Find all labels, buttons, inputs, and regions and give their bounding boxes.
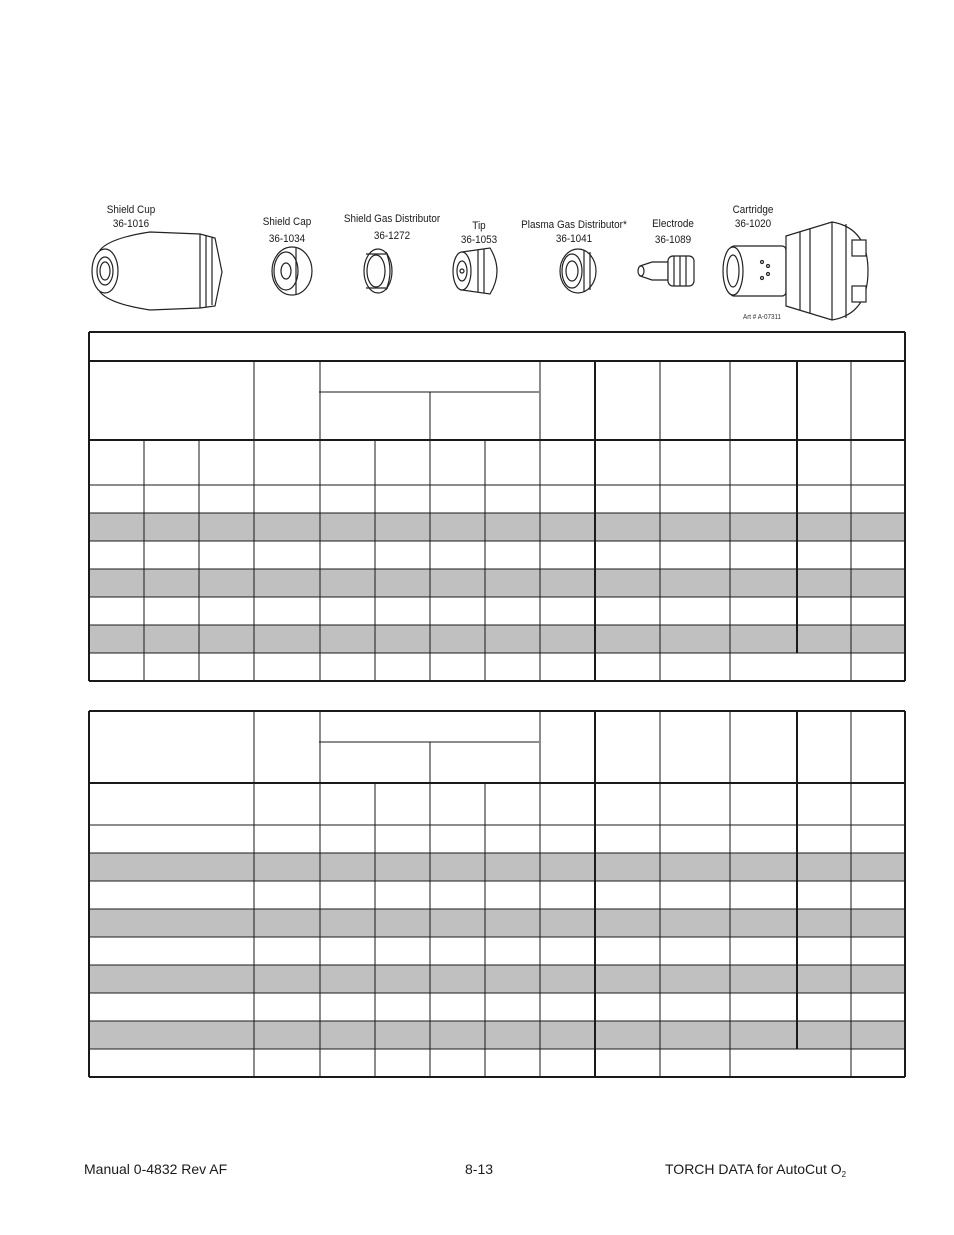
part-name: Electrode — [652, 218, 694, 230]
part-label-tip — [452, 219, 506, 247]
part-name: Tip — [472, 220, 486, 232]
table-row-shaded — [88, 513, 905, 541]
part-name: Cartridge — [732, 204, 774, 216]
part-name: Shield Gas Distributor — [343, 213, 441, 225]
art-number: Art # A-07311 — [743, 314, 782, 321]
table-row-shaded — [88, 1021, 905, 1049]
part-name: Shield Cup — [106, 204, 156, 216]
part-number: 36-1041 — [555, 233, 593, 245]
table-2-grid — [88, 710, 906, 1080]
part-number: 36-1020 — [734, 218, 772, 230]
shield-cup-drawing — [92, 232, 222, 310]
part-label-plasma-gas-distributor — [516, 218, 631, 246]
part-number: 36-1272 — [373, 230, 411, 242]
part-number: 36-1034 — [268, 233, 306, 245]
part-label-shield-cap — [255, 215, 320, 246]
table-1-grid — [88, 331, 906, 683]
electrode-drawing — [638, 256, 694, 286]
plasma-gas-distributor-drawing — [560, 249, 596, 293]
shield-cap-drawing — [272, 247, 312, 295]
cut-chart-table-1 — [88, 331, 906, 683]
table-row-shaded — [88, 909, 905, 937]
footer-section-title — [665, 1161, 846, 1179]
part-label-electrode — [646, 217, 700, 247]
part-label-shield-gas-distributor — [334, 212, 449, 243]
part-number: 36-1053 — [460, 234, 498, 246]
table-row-shaded — [88, 569, 905, 597]
part-number: 36-1089 — [654, 234, 692, 246]
tip-drawing — [453, 248, 497, 294]
parts-illustration — [0, 0, 954, 330]
shield-gas-distributor-drawing — [364, 249, 392, 293]
part-number: 36-1016 — [112, 218, 150, 230]
part-label-cartridge — [720, 203, 787, 231]
footer-manual-number: Manual 0-4832 Rev AF — [84, 1161, 228, 1177]
cartridge-drawing — [723, 222, 868, 320]
footer-section-subscript: 2 — [841, 1170, 847, 1179]
footer-page-number: 8-13 — [465, 1161, 494, 1177]
part-name: Shield Cap — [262, 216, 312, 228]
cut-chart-table-2 — [88, 710, 906, 1080]
part-label-shield-cup — [94, 203, 168, 231]
table-row-shaded — [88, 965, 905, 993]
part-name: Plasma Gas Distributor* — [521, 219, 627, 231]
table-row-shaded — [88, 853, 905, 881]
footer-section-text: TORCH DATA for AutoCut O — [665, 1161, 842, 1177]
table-row-shaded — [88, 625, 905, 653]
